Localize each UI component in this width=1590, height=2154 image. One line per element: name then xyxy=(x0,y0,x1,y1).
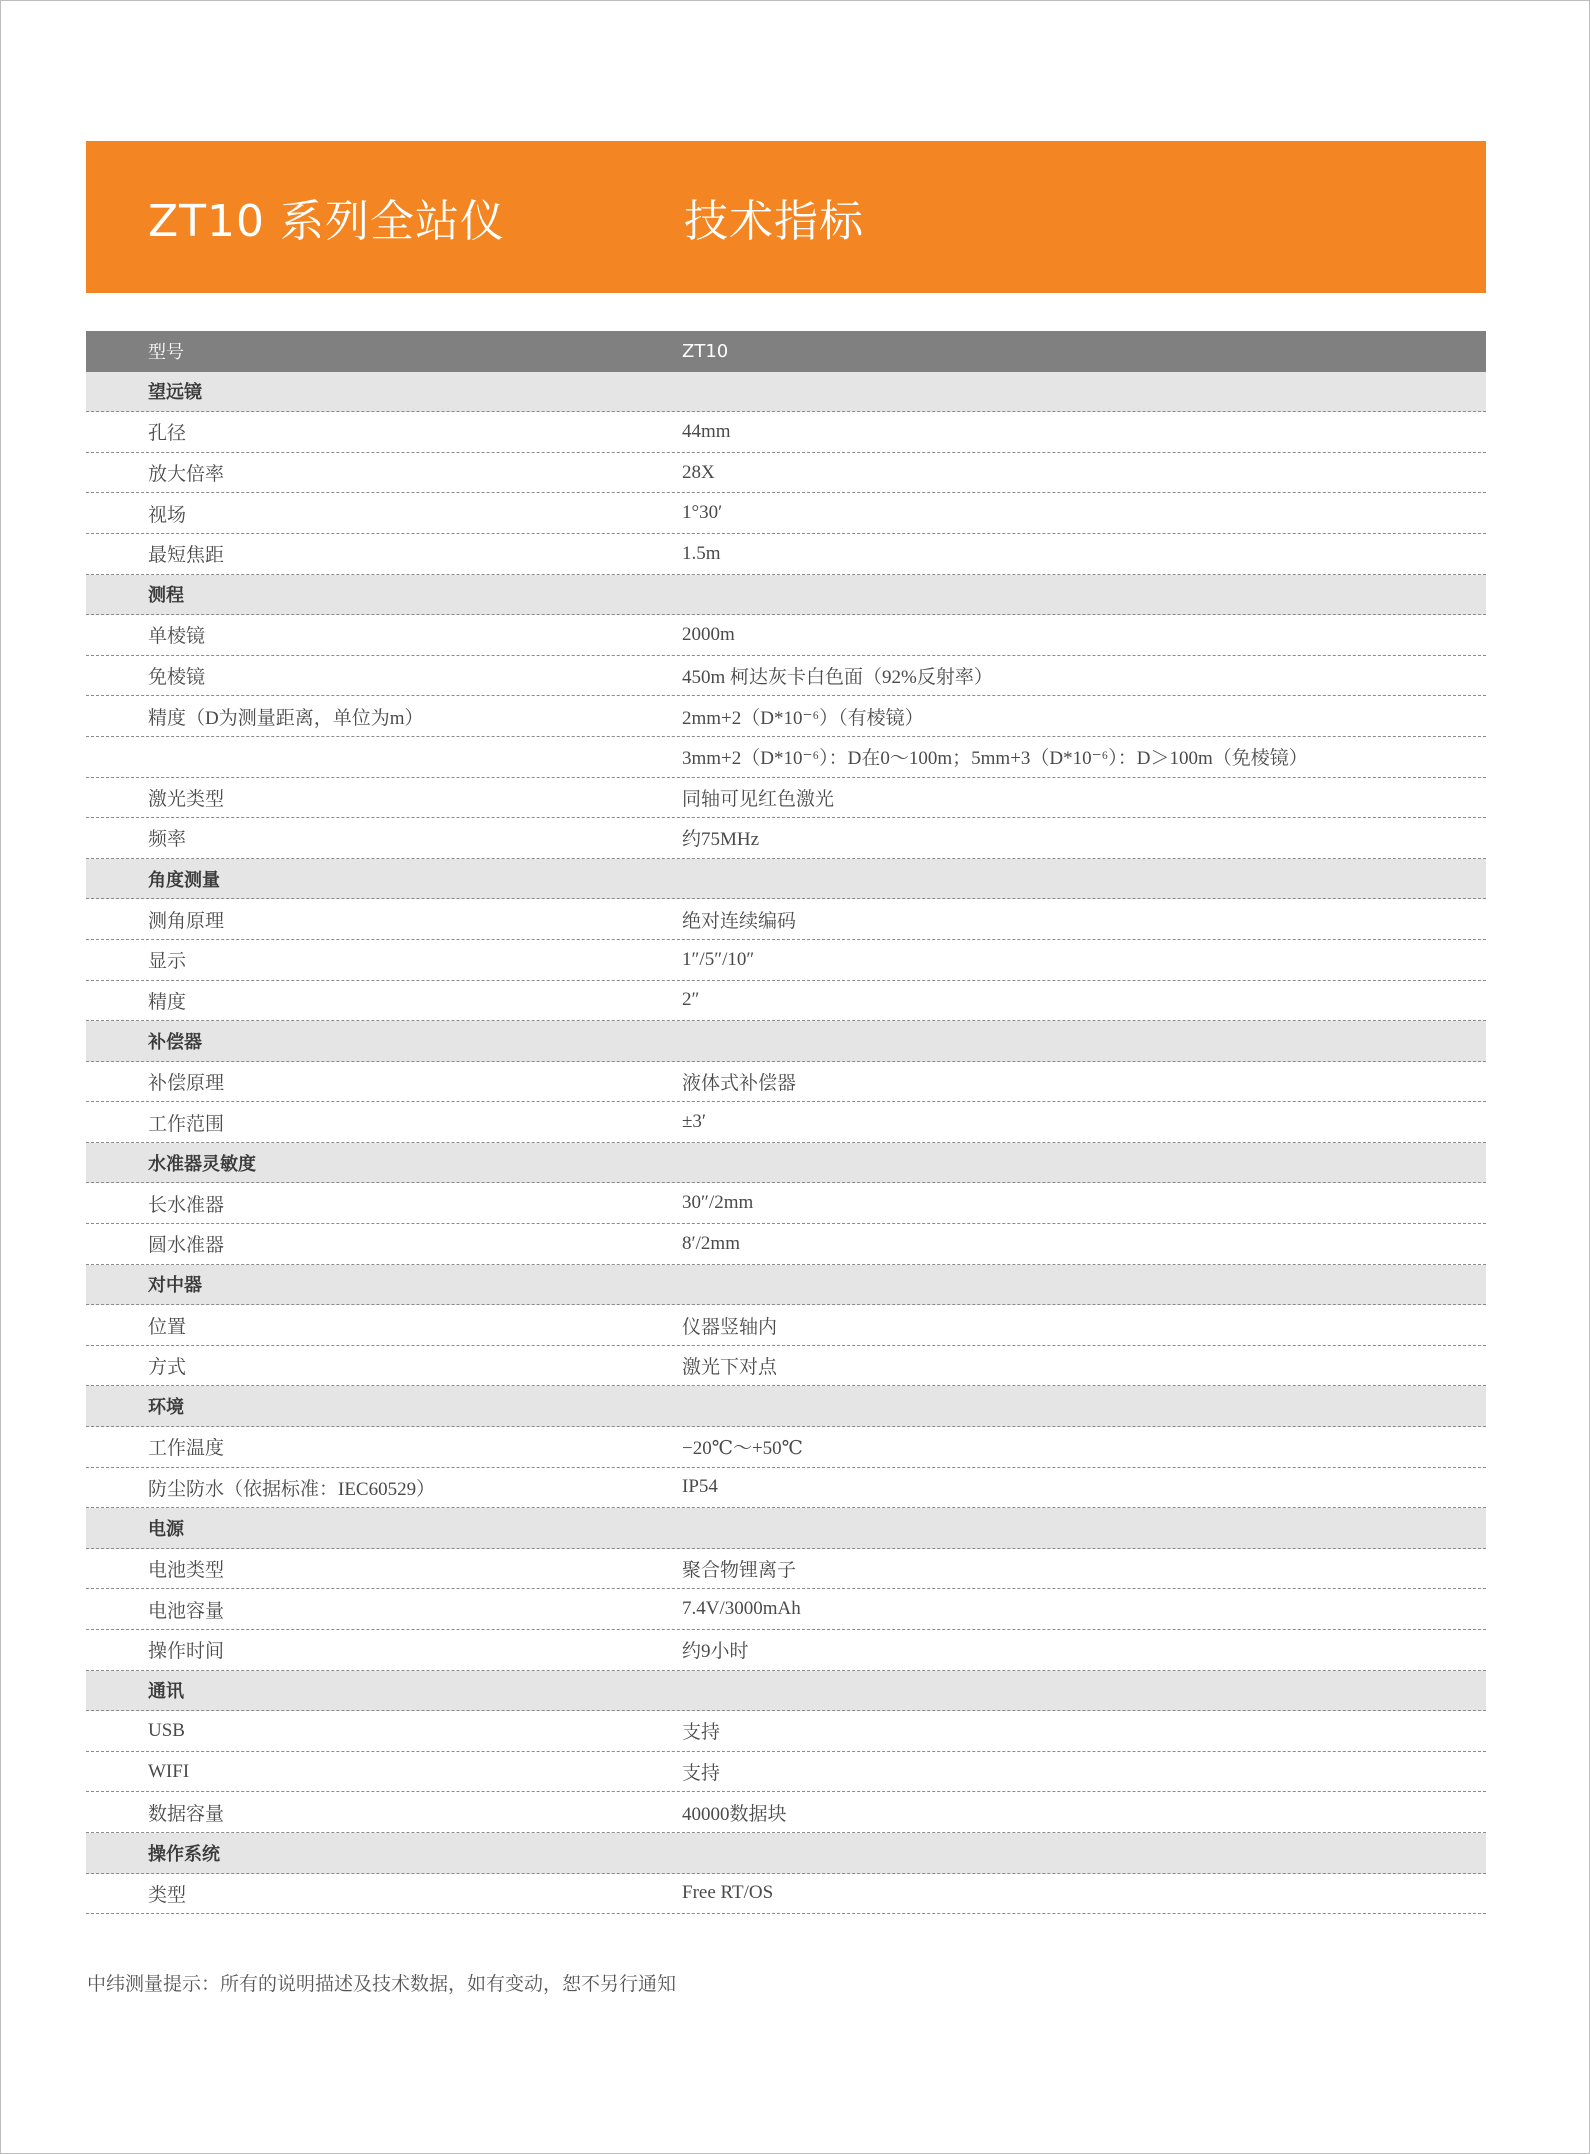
header-value: ZT10 xyxy=(682,340,729,362)
section-title: 补偿器 xyxy=(148,1031,202,1053)
spec-label: 电池容量 xyxy=(148,1600,225,1622)
spec-value: 聚合物锂离子 xyxy=(682,1560,797,1582)
table-row xyxy=(86,818,1486,859)
section-row xyxy=(86,1143,1486,1184)
spec-value: IP54 xyxy=(682,1476,718,1498)
spec-value: 1″/5″/10″ xyxy=(682,948,755,970)
spec-label: 孔径 xyxy=(148,423,187,445)
spec-label: 长水准器 xyxy=(148,1194,225,1216)
table-row xyxy=(86,1183,1486,1224)
spec-label: 测角原理 xyxy=(148,910,225,932)
section-row xyxy=(86,575,1486,616)
spec-label: 精度（D为测量距离，单位为m） xyxy=(148,707,424,729)
section-title: 对中器 xyxy=(148,1275,202,1297)
spec-label: 频率 xyxy=(148,829,187,851)
table-row xyxy=(86,737,1486,778)
spec-label: 类型 xyxy=(148,1884,187,1906)
section-row xyxy=(86,1265,1486,1306)
spec-label: 圆水准器 xyxy=(148,1235,225,1257)
product-title: ZT10 系列全站仪 xyxy=(148,196,505,247)
table-row xyxy=(86,453,1486,494)
table-row xyxy=(86,534,1486,575)
table-header xyxy=(86,331,1486,372)
spec-value: 约9小时 xyxy=(682,1641,749,1663)
spec-value: 2000m xyxy=(682,623,735,645)
table-row xyxy=(86,940,1486,981)
table-row xyxy=(86,1630,1486,1671)
spec-label: WIFI xyxy=(148,1760,190,1782)
spec-label: 位置 xyxy=(148,1316,187,1338)
table-row xyxy=(86,615,1486,656)
spec-label: 最短焦距 xyxy=(148,545,225,567)
spec-value: ±3′ xyxy=(682,1111,707,1133)
table-row xyxy=(86,696,1486,737)
section-row xyxy=(86,859,1486,900)
section-row xyxy=(86,1386,1486,1427)
section-row xyxy=(86,1833,1486,1874)
spec-value: 7.4V/3000mAh xyxy=(682,1598,801,1620)
section-title: 角度测量 xyxy=(148,869,220,891)
spec-value: 液体式补偿器 xyxy=(682,1072,797,1094)
table-row xyxy=(86,1874,1486,1915)
section-title: 通讯 xyxy=(148,1681,184,1703)
spec-value: 激光下对点 xyxy=(682,1357,778,1379)
spec-label: 放大倍率 xyxy=(148,464,225,486)
table-row xyxy=(86,981,1486,1022)
table-row xyxy=(86,493,1486,534)
table-row xyxy=(86,1305,1486,1346)
spec-value: 8′/2mm xyxy=(682,1232,740,1254)
spec-value: 支持 xyxy=(682,1722,721,1744)
spec-value: 1.5m xyxy=(682,542,721,564)
table-row xyxy=(86,1346,1486,1387)
table-row xyxy=(86,899,1486,940)
spec-label: USB xyxy=(148,1719,185,1741)
table-row xyxy=(86,1102,1486,1143)
section-title: 环境 xyxy=(148,1397,184,1419)
spec-label: 精度 xyxy=(148,991,187,1013)
section-row xyxy=(86,372,1486,413)
table-row xyxy=(86,1224,1486,1265)
table-row xyxy=(86,1427,1486,1468)
title-banner xyxy=(86,141,1486,293)
table-row xyxy=(86,1468,1486,1509)
header-label: 型号 xyxy=(148,342,184,364)
spec-label: 数据容量 xyxy=(148,1803,225,1825)
spec-value: 40000数据块 xyxy=(682,1803,787,1825)
spec-label: 单棱镜 xyxy=(148,626,206,648)
spec-label: 免棱镜 xyxy=(148,667,206,689)
table-row xyxy=(86,1792,1486,1833)
section-title: 电源 xyxy=(148,1519,184,1541)
spec-value: 2mm+2（D*10⁻⁶）（有棱镜） xyxy=(682,707,924,729)
spec-value: 约75MHz xyxy=(682,829,760,851)
spec-label: 工作温度 xyxy=(148,1438,225,1460)
spec-value: 同轴可见红色激光 xyxy=(682,788,835,810)
table-row xyxy=(86,778,1486,819)
footer-note: 中纬测量提示：所有的说明描述及技术数据，如有变动，恕不另行通知 xyxy=(87,1973,677,1995)
spec-value: 2″ xyxy=(682,989,700,1011)
spec-label: 补偿原理 xyxy=(148,1072,225,1094)
table-row xyxy=(86,1062,1486,1103)
spec-value: 3mm+2（D*10⁻⁶）：D在0～100m；5mm+3（D*10⁻⁶）：D＞100m（免棱镜） xyxy=(682,748,1308,770)
spec-label: 视场 xyxy=(148,504,187,526)
spec-label: 防尘防水（依据标准：IEC60529） xyxy=(148,1478,436,1500)
spec-label: 方式 xyxy=(148,1357,187,1379)
section-row xyxy=(86,1021,1486,1062)
spec-value: 44mm xyxy=(682,420,731,442)
table-row xyxy=(86,1711,1486,1752)
spec-value: 仪器竖轴内 xyxy=(682,1316,778,1338)
spec-label: 工作范围 xyxy=(148,1113,225,1135)
section-row xyxy=(86,1508,1486,1549)
table-row xyxy=(86,1549,1486,1590)
spec-label: 激光类型 xyxy=(148,788,225,810)
spec-label: 电池类型 xyxy=(148,1560,225,1582)
table-row xyxy=(86,1589,1486,1630)
spec-value: 1°30′ xyxy=(682,502,723,524)
section-title: 操作系统 xyxy=(148,1843,220,1865)
spec-label: 操作时间 xyxy=(148,1641,225,1663)
spec-value: 450m 柯达灰卡白色面（92%反射率） xyxy=(682,667,993,689)
spec-value: −20℃～+50℃ xyxy=(682,1438,803,1460)
spec-value: 绝对连续编码 xyxy=(682,910,797,932)
section-title: 水准器灵敏度 xyxy=(148,1153,256,1175)
spec-value: 支持 xyxy=(682,1763,721,1785)
spec-value: 30″/2mm xyxy=(682,1192,754,1214)
table-row xyxy=(86,1752,1486,1793)
section-title: 望远镜 xyxy=(148,382,202,404)
spec-value: 28X xyxy=(682,461,715,483)
table-row xyxy=(86,656,1486,697)
section-title: 技术指标 xyxy=(684,196,864,247)
section-row xyxy=(86,1671,1486,1712)
table-rows xyxy=(86,372,1486,1915)
section-title: 测程 xyxy=(148,585,184,607)
spec-value: Free RT/OS xyxy=(682,1882,774,1904)
spec-label: 显示 xyxy=(148,951,187,973)
table-row xyxy=(86,412,1486,453)
spec-table xyxy=(86,331,1486,1914)
